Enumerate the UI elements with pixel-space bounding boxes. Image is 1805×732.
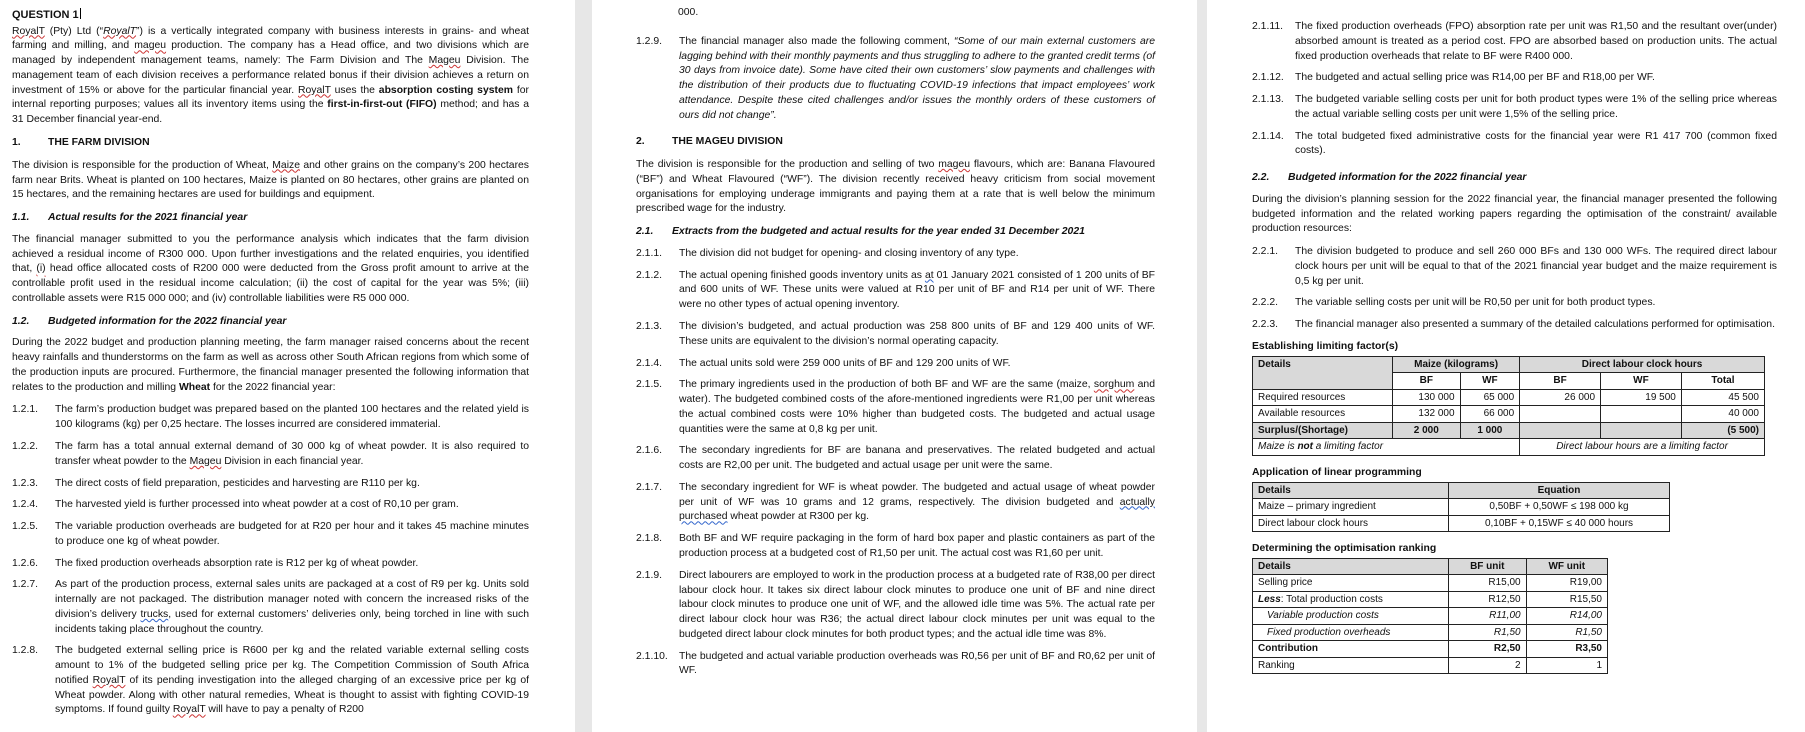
limiting-factor-table [1252, 356, 1765, 456]
list-item: 1.2.3. The direct costs of field preparation, pesticides and harvesting are R110 per kg. [12, 477, 420, 489]
list-item: 2.1.5. The primary ingredients used in the production of both BF and WF are the same (maize, sorghum and water). The budgeted combined costs of the afore-mentioned ingredients were R1,00 per unit whereas the actual combined costs were 10% higher than budgeted costs. The budgeted and actual usage quantities were the same at 0,8 kg per unit. [636, 379, 1155, 435]
table-header-cell: WF [1601, 373, 1682, 390]
table-note-cell: Direct labour hours are a limiting factor [1520, 439, 1765, 456]
table-header-cell: BF [1520, 373, 1601, 390]
table-header-cell: Direct labour clock hours [1520, 356, 1765, 373]
list-item: 2.1.12. The budgeted and actual selling price was R14,00 per BF and R18,00 per WF. [1252, 72, 1655, 84]
list-item: 1.2.7. As part of the production process, external sales units are packaged at a cost of R9 per kg. Units sold internally are not packaged. The distribution manager noted with concern the increased risks of the division’s delivery trucks, used for external customers’ deliveries only, being torched in line with such incidents taking place throughout the country. [12, 579, 529, 635]
text-cursor [80, 8, 81, 19]
list-item: 2.1.7. The secondary ingredient for WF is wheat powder. The budgeted and actual usage of wheat powder per unit of WF was 10 grams and 12 grams, respectively. The division budgeted and actually purchased wheat powder at R300 per kg. [636, 481, 1155, 523]
table-header-cell: WF unit [1526, 558, 1607, 575]
subsection-heading-2-2: 2.2. Budgeted information for the 2022 financial year [1252, 172, 1527, 184]
table-cell: Ranking [1253, 657, 1449, 674]
table-cell: 66 000 [1460, 406, 1520, 423]
list-item: 2.1.2. The actual opening finished goods inventory units as at 01 January 2021 consisted of 1 200 units of BF and 600 units of WF. These units were valued at R10 per unit of BF and R14 per unit of WF. There were no other types of actual opening inventory. [636, 269, 1155, 311]
subsection-heading-2-1: 2.1. Extracts from the budgeted and actual results for the year ended 31 December 2021 [636, 226, 1085, 238]
list-item: 2.2.2. The variable selling costs per unit will be R0,50 per unit for both product types. [1252, 297, 1656, 309]
table-cell [1520, 406, 1601, 423]
list-item: 2.1.4. The actual units sold were 259 000 units of BF and 129 200 units of WF. [636, 357, 1011, 369]
farm-division-paragraph: The division is responsible for the production of Wheat, Maize and other grains on the company’s 200 hectares farm near Brits. Wheat is planted on 100 hectares, Maize is planted on 80 hectares, other grains are planted on 15 hectares, and the remaining hectares are used for buildings and equipment. [12, 159, 530, 201]
limiting-factor-caption: Establishing limiting factor(s) [1252, 341, 1399, 353]
subsection-heading-1-1: 1.1. Actual results for the 2021 financial year [12, 212, 248, 224]
table-row [1253, 406, 1765, 423]
linear-programming-caption: Application of linear programming [1252, 466, 1422, 478]
table-cell: 2 [1449, 657, 1527, 674]
table-cell: R19,00 [1526, 575, 1607, 592]
table-header-cell: Details [1253, 482, 1449, 499]
list-item: 1.2.2. The farm has a total annual external demand of 30 000 kg of wheat powder. It is also required to transfer wheat powder to the Mageu Division in each financial year. [12, 440, 529, 467]
question-title: QUESTION 1 [12, 9, 79, 21]
list-item: 2.1.9. Direct labourers are employed to work in the production process at a budgeted rate of R38,00 per direct labour clock hour. It takes six direct labour clock minutes to produce one unit of BF and nine direct labour clock minutes to produce one unit of WF, and the allowed idle time was 5%. The actual rate per direct labour clock hour was R36; the actual direct labour clock minutes per unit was equal to the budgeted direct labour clock minutes for both product types; and the actual idle time was 8%. [636, 569, 1155, 640]
list-item: 2.1.1. The division did not budget for opening- and closing inventory of any type. [636, 247, 1019, 259]
list-item: 1.2.9. The financial manager also made the following comment, “Some of our main external customers are lagging behind with their monthly payments and thus struggling to adhere to the granted credit terms (of 30 days from invoice date). Some have cited their own customers’ slow payments and challenges with the distribution of their products due to fluctuating COVID-19 infections that impact employees’ work attendance. Despite these cited challenges and/or issues the monthly orders of these customers of ours did not change”. [636, 35, 1155, 121]
table-header-cell: Details [1253, 356, 1393, 389]
table-row [1253, 641, 1608, 658]
table-cell: 0,10BF + 0,15WF ≤ 40 000 hours [1449, 515, 1670, 532]
table-cell: R11,00 [1449, 608, 1527, 625]
table-cell: 19 500 [1601, 389, 1682, 406]
table-cell: Direct labour clock hours [1253, 515, 1449, 532]
table-header-cell: WF [1460, 373, 1520, 390]
table-header-cell: Maize (kilograms) [1393, 356, 1520, 373]
table-note-row [1253, 439, 1765, 456]
table-cell: Surplus/(Shortage) [1253, 422, 1393, 439]
table-header-row [1253, 482, 1670, 499]
subsection-heading-1-2: 1.2. Budgeted information for the 2022 financial year [12, 315, 287, 327]
budgeted-2022-paragraph: During the division’s planning session for the 2022 financial year, the financial manager presented the following budgeted information and the related working papers regarding the optimisation of the constraint/ available production resources: [1252, 193, 1777, 235]
section-heading-mageu-division: 2. THE MAGEU DIVISION [636, 136, 783, 148]
table-cell: Less: Total production costs [1253, 591, 1449, 608]
table-cell: R2,50 [1449, 641, 1527, 658]
table-cell: Contribution [1253, 641, 1449, 658]
table-note-cell: Maize is not a limiting factor [1253, 439, 1520, 456]
list-item: 2.1.11. The fixed production overheads (FPO) absorption rate per unit was R1,50 and the resultant over(under) absorbed amount is treated as a period cost. FPO are absorbed based on production units. The actual fixed production overheads that relate to BF were R400 000. [1252, 21, 1777, 62]
table-cell [1601, 406, 1682, 423]
list-item: 1.2.4. The harvested yield is further processed into wheat powder at a cost of R0,10 per gram. [12, 499, 459, 511]
table-row [1253, 608, 1608, 625]
table-row [1253, 422, 1765, 439]
table-cell: Required resources [1253, 389, 1393, 406]
table-cell: R3,50 [1526, 641, 1607, 658]
table-cell: R1,50 [1449, 624, 1527, 641]
table-cell: R1,50 [1526, 624, 1607, 641]
table-cell: Fixed production overheads [1253, 624, 1449, 641]
list-item: 2.1.6. The secondary ingredients for BF are banana and preservatives. The related budgeted and actual costs are R2,00 per unit. The budgeted and actual usage per unit were the same. [636, 445, 1155, 472]
table-cell: 26 000 [1520, 389, 1601, 406]
table-cell: R14,00 [1526, 608, 1607, 625]
continued-text: 000. [678, 7, 699, 18]
table-row [1253, 624, 1608, 641]
mageu-division-paragraph: The division is responsible for the production and selling of two mageu flavours, which are: Banana Flavoured (“BF”) and Wheat Flavoured (“WF”). The division recently received heavy criticism from social movement organisations for employing underage immigrants and paying them at a rate that is well below the minimum prescribed wage for the industry. [636, 159, 1155, 215]
document-page-1 [0, 0, 575, 732]
list-item: 2.2.1. The division budgeted to produce and sell 260 000 BFs and 130 000 WFs. The required direct labour clock hours per unit will be equal to that of the 2021 financial year budget and the maize requirement is 0,5 kg per unit. [1252, 246, 1777, 287]
document-page-3 [1207, 0, 1805, 732]
table-cell: Maize – primary ingredient [1253, 499, 1449, 516]
table-cell: 65 000 [1460, 389, 1520, 406]
table-header-cell: Details [1253, 558, 1449, 575]
table-cell [1601, 422, 1682, 439]
optimisation-ranking-table [1252, 558, 1608, 675]
table-cell: 130 000 [1393, 389, 1461, 406]
list-item: 2.1.10. The budgeted and actual variable production overheads was R0,56 per unit of BF and R0,62 per unit of WF. [636, 650, 1155, 677]
list-item: 2.1.13. The budgeted variable selling costs per unit for both product types were 1% of the selling price whereas the actual variable selling costs per unit were 1,5% of the selling price. [1252, 94, 1777, 120]
table-cell: 2 000 [1393, 422, 1461, 439]
table-row [1253, 499, 1670, 516]
table-cell: 0,50BF + 0,50WF ≤ 198 000 kg [1449, 499, 1670, 516]
table-cell: R12,50 [1449, 591, 1527, 608]
table-header-cell: Equation [1449, 482, 1670, 499]
table-row [1253, 515, 1670, 532]
intro-paragraph: RoyalT (Pty) Ltd (“RoyalT”) is a vertically integrated company with business interests in grains- and wheat farming and milling, and mageu production. The company has a Head office, and two divisions which are managed by independent management teams, namely: The Farm Division and The Mageu Division. The management team of each division receives a performance related bonus if their division achieves a return on investment of 15% or above for the particular financial year. RoyalT uses the absorption costing system for internal reporting purposes; values all its inventory items using the first-in-first-out (FIFO) method; and has a 31 December financial year-end. [12, 25, 530, 126]
table-cell: 132 000 [1393, 406, 1461, 423]
table-header-cell: BF [1393, 373, 1461, 390]
list-item: 1.2.1. The farm’s production budget was prepared based on the planted 100 hectares and the related yield is 100 kilograms (kg) per 0,25 hectare. The losses incurred are considered immaterial. [12, 404, 529, 431]
linear-programming-table [1252, 482, 1670, 533]
table-header-cell: Total [1681, 373, 1764, 390]
table-cell: (5 500) [1681, 422, 1764, 439]
list-item: 2.1.8. Both BF and WF require packaging in the form of hard box paper and plastic containers as part of the production process at a budgeted cost of R1,50 per unit. The actual cost was R1,60 per unit. [636, 533, 1155, 559]
table-cell: 1 [1526, 657, 1607, 674]
table-cell: Variable production costs [1253, 608, 1449, 625]
list-item: 1.2.5. The variable production overheads are budgeted for at R20 per hour and it takes 45 machine minutes to produce one kg of wheat powder. [12, 521, 529, 547]
table-cell [1520, 422, 1601, 439]
list-item: 2.2.3. The financial manager also presented a summary of the detailed calculations performed for optimisation. [1252, 319, 1775, 331]
optimisation-ranking-caption: Determining the optimisation ranking [1252, 543, 1437, 555]
table-cell: 45 500 [1681, 389, 1764, 406]
table-cell: R15,50 [1526, 591, 1607, 608]
table-row [1253, 591, 1608, 608]
table-cell: R15,00 [1449, 575, 1527, 592]
table-row [1253, 389, 1765, 406]
table-cell: Available resources [1253, 406, 1393, 423]
list-item: 2.1.3. The division’s budgeted, and actual production was 258 800 units of BF and 129 400 units of WF. These units are equivalent to the division’s normal operating capacity. [636, 321, 1155, 347]
budgeted-info-paragraph: During the 2022 budget and production planning meeting, the farm manager raised concerns about the recent heavy rainfalls and thunderstorms on the farm as well as across other South African regions from which some of the production inputs are procured. Furthermore, the financial manager presented the following information that relates to the production and milling Wheat for the 2022 financial year: [12, 337, 529, 393]
table-header-row [1253, 558, 1608, 575]
table-cell: Selling price [1253, 575, 1449, 592]
actual-results-paragraph: The financial manager submitted to you the performance analysis which indicates that the farm division achieved a residual income of R300 000. Upon further investigations and the related enquiries, you identified that, (i) head office allocated costs of R200 000 were deducted from the Gross profit amount to arrive at the controllable profit used in the residual income calculation; (ii) the cost of capital for the year was 5%; (iii) controllable assets were R15 000 000; and (iv) controllable liabilities were R5 000 000. [12, 233, 529, 304]
table-header-row [1253, 356, 1765, 373]
list-item: 1.2.8. The budgeted external selling price is R600 per kg and the related variable external selling costs amount to 1% of the budgeted selling price per kg. The Competition Commission of South Africa notified RoyalT of its pending investigation into the alleged charging of an excessive price per kg of Wheat powder. Along with other natural remedies, Wheat is thought to assist with fighting COVID-19 symptoms. If found guilty RoyalT will have to pay a penalty of R200 [12, 645, 529, 716]
table-row [1253, 575, 1608, 592]
list-item: 1.2.6. The fixed production overheads absorption rate is R12 per kg of wheat powder. [12, 557, 419, 569]
document-page-2 [592, 0, 1197, 732]
section-heading-farm-division: 1. THE FARM DIVISION [12, 136, 150, 148]
table-row [1253, 657, 1608, 674]
list-item: 2.1.14. The total budgeted fixed administrative costs for the financial year were R1 417 700 (common fixed costs). [1252, 130, 1777, 157]
table-header-cell: BF unit [1449, 558, 1527, 575]
table-cell: 1 000 [1460, 422, 1520, 439]
table-cell: 40 000 [1681, 406, 1764, 423]
